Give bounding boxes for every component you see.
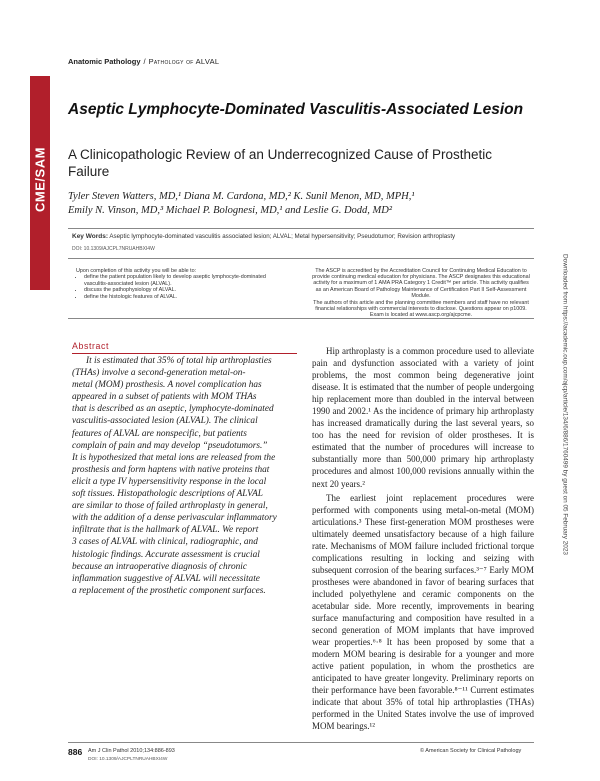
- learning-objectives: [76, 268, 286, 300]
- objective-item: • define the patient population likely to develop aseptic lymphocyte-dominated vasculitis-associated lesion (ALVAL).: [84, 274, 286, 287]
- objectives-intro: Upon completion of this activity you will be able to:: [76, 268, 197, 274]
- body-text: [312, 345, 534, 735]
- abstract-line: It is estimated that 35% of total hip arthroplasties: [86, 356, 272, 366]
- header-section: Anatomic Pathology: [68, 57, 141, 66]
- abstract-heading: Abstract: [72, 341, 110, 351]
- body-paragraph-2: The earliest joint replacement procedures were performed with components using metal-on-metal (MOM) articulations.³ These first-generation MOM prostheses were ultimately deemed unsatisfactory because of a high failure rate. Mechanisms of MOM failure included frictional torque complications resulting in locking and seizing with subsequent corrosion of the bearing surfaces.³⁻⁷ Early MOM prostheses were abandoned in favor of bearing surfaces that included polyethylene and ceramic components on the acetabular side. More recently, improvements in bearing surface manufacturing and composition have resulted in a second generation of MOM implants that have improved wear properties.⁶⋅⁸ It has been proposed by some that a modern MOM bearing is desirable for a younger and more active patient population, in whom the prosthetics are anticipated to have greater longevity. Preliminary reports on their performance have been favorable.⁸⁻¹¹ Current estimates indicate that about 35% of total hip arthroplasties (THAs) performed in the United States involve the use of improved MOM bearings.¹²: [312, 492, 534, 732]
- abstract-line: inflammation suggestive of ALVAL will necessitate: [72, 573, 260, 584]
- divider: [68, 228, 534, 229]
- objective-item: • define the histologic features of ALVAL.: [84, 294, 286, 300]
- disclosure-text: The authors of this article and the planning committee members and staff have no relevant financial relationships with commercial interests to disclose. Questions appear on p1009. Exam is located at www.ascp.org/ajcpcme.: [313, 300, 529, 319]
- author-list: [68, 190, 538, 218]
- article-title: Aseptic Lymphocyte-Dominated Vasculitis-Associated Lesion: [68, 101, 524, 118]
- header-subsection: Pathology of ALVAL: [148, 57, 220, 66]
- sidebar-label: CME/SAM: [32, 147, 48, 212]
- author-line-1: Tyler Steven Watters, MD,¹ Diana M. Cardona, MD,² K. Sunil Menon, MD, MPH,¹: [68, 191, 415, 202]
- abstract-line: soft tissues. Histopathologic descriptions of ALVAL: [72, 489, 263, 500]
- download-watermark: [559, 237, 571, 577]
- abstract-line: histologic findings. Accurate assessment is crucial: [72, 549, 260, 560]
- abstract-line: vasculitis-associated lesion (ALVAL). The clinical: [72, 416, 258, 427]
- abstract-line: It is hypothesized that metal ions are released from the: [72, 452, 276, 463]
- abstract-line: complain of pain and may develop “pseudotumors.”: [72, 440, 268, 451]
- keywords-label: Key Words:: [72, 233, 108, 240]
- abstract-line: appeared in a subset of patients with MOM THAs: [72, 392, 257, 403]
- abstract-text: [72, 355, 300, 597]
- copyright: © American Society for Clinical Pathology: [420, 748, 522, 754]
- author-line-2: Emily N. Vinson, MD,³ Michael P. Bolognesi, MD,¹ and Leslie G. Dodd, MD²: [68, 205, 393, 216]
- abstract-line: metal (MOM) prosthesis. A novel complication has: [72, 380, 262, 391]
- abstract-line: prosthesis and form haptens with native proteins that: [72, 464, 270, 475]
- abstract-line: that is described as an aseptic, lymphocyte-dominated: [72, 404, 274, 415]
- journal-citation: Am J Clin Pathol 2010;134:886-893: [88, 748, 175, 754]
- keywords: [72, 232, 532, 241]
- abstract-line: features of ALVAL are nonspecific, but patients: [72, 428, 247, 439]
- abstract-line: with the addition of a dense perivascular inflammatory: [72, 513, 277, 524]
- cme-sam-sidebar: [30, 76, 50, 290]
- accreditation-text: The ASCP is accredited by the Accreditation Council for Continuing Medical Education to provide continuing medical education for physicians. The ASCP designates this educational activity for a maximum of 1 AMA PRA Category 1 Credit™ per article. This activity qualifies as an American Board of Pathology Maintenance of Certification Part II Self-Assessment Module.: [312, 268, 530, 299]
- accreditation-statement: [312, 268, 530, 320]
- abstract-line: infiltrate that is the hallmark of ALVAL. We report: [72, 525, 259, 536]
- divider: [68, 742, 534, 743]
- divider: [68, 318, 534, 319]
- article-doi: DOI: 10.1309/AJCPL7NRUAHBXI4W: [72, 246, 155, 252]
- objectives-list: [76, 274, 286, 300]
- abstract-rule: [72, 353, 297, 354]
- keywords-text: Aseptic lymphocyte-dominated vasculitis associated lesion; ALVAL; Metal hypersensitivity; Pseudotumor; Revision arthroplasty: [109, 233, 456, 240]
- objective-item: • discuss the pathophysiology of ALVAL.: [84, 287, 286, 293]
- article-subtitle: A Clinicopathologic Review of an Underrecognized Cause of Prosthetic Failure: [68, 147, 492, 179]
- abstract-line: elicit a type IV hypersensitivity response in the local: [72, 476, 267, 487]
- abstract-line: a replacement of the prosthetic component surfaces.: [72, 585, 266, 596]
- body-paragraph-1: Hip arthroplasty is a common procedure used to alleviate pain and dysfunction associated with a variety of joint problems, the most common being degenerative joint disease. It is estimated that the number of people undergoing hip replacement more than doubled in the interval between 1990 and 2002.¹ As the incidence of primary hip arthroplasty has increased dramatically during the last several years, so too has the need for revision of older prostheses. It is estimated that the number of procedures will increase to substantially more than 500,000 primary hip arthroplasty procedures and almost 100,000 revisions annually within the next 20 years.²: [312, 346, 534, 489]
- abstract-line: because an intraoperative diagnosis of chronic: [72, 561, 247, 572]
- cme-info-box: [68, 262, 534, 319]
- abstract-line: (THAs) involve a second-generation metal-on-: [72, 368, 246, 379]
- header-separator: /: [143, 57, 146, 66]
- abstract-line: are similar to those of failed arthroplasty in general,: [72, 501, 268, 512]
- page-number: 886: [68, 747, 83, 757]
- footer-doi: DOI: 10.1309/AJCPLTNRUAHBXI4W: [88, 757, 168, 762]
- abstract-line: 3 cases of ALVAL with clinical, radiographic, and: [72, 537, 258, 548]
- divider: [68, 258, 534, 259]
- download-note-text: Downloaded from https://academic.oup.com/ajcp/article/134/6/886/1760499 by guest on 05 February 2023: [561, 254, 569, 555]
- running-header: [68, 57, 219, 66]
